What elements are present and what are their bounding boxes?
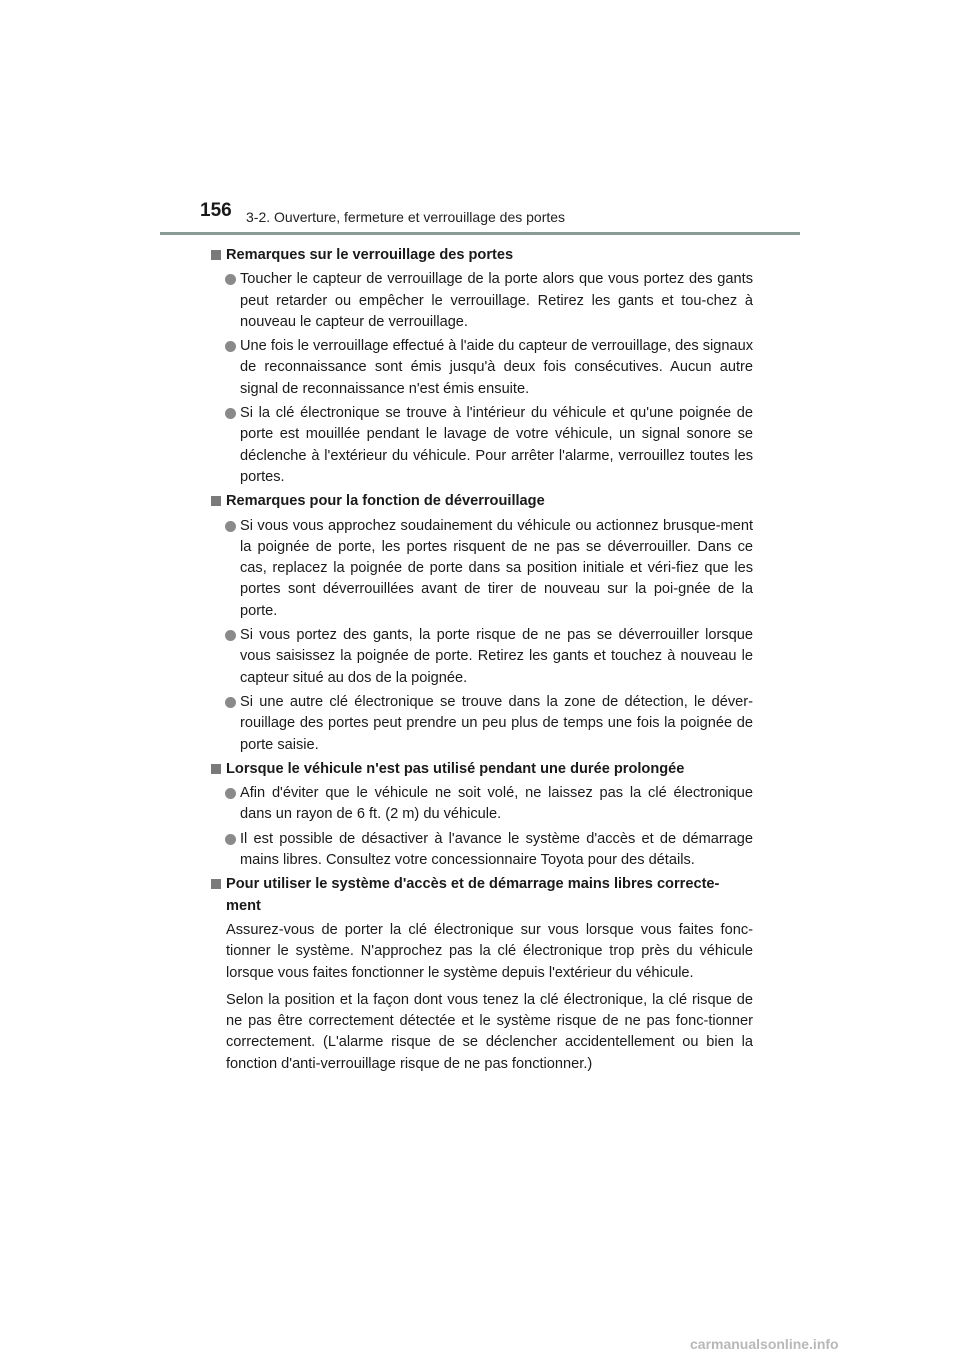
list-item-text: Si vous portez des gants, la porte risque de ne pas se déverrouiller lorsque vous saisissez la poignée de porte. Retirez les gants et touchez à nouveau le capteur situé au dos de la poignée. <box>240 627 753 686</box>
section-unlocking-notes <box>210 491 753 756</box>
section-title-text: Remarques sur le verrouillage des portes <box>226 247 514 263</box>
paragraph: Selon la position et la façon dont vous tenez la clé électronique, la clé risque de ne pas être correctement détectée et le système risque de ne pas fonc-tionner correctement. (L'alarme risque de se déclencher accidentellement ou bien la fonction d'anti-verrouillage risque de ne pas fonctionner.) <box>226 991 753 1072</box>
list-item <box>210 783 753 826</box>
list-item <box>210 625 753 689</box>
section-title <box>210 759 753 780</box>
circle-bullet-icon <box>225 834 236 845</box>
circle-bullet-icon <box>225 341 236 352</box>
square-bullet-icon <box>211 764 221 774</box>
list-item-text: Si la clé électronique se trouve à l'intérieur du véhicule et qu'une poignée de porte est mouillée pendant le lavage de votre véhicule, un signal sonore se déclenche à l'extérieur du véhicule. Pour arrêter l'alarme, verrouillez toutes les portes. <box>240 405 753 485</box>
section-title <box>210 491 753 512</box>
list-item <box>210 269 753 333</box>
page-content <box>210 245 753 1081</box>
list-item-text: Afin d'éviter que le véhicule ne soit volé, ne laissez pas la clé électronique dans un rayon de 6 ft. (2 m) du véhicule. <box>240 785 753 823</box>
square-bullet-icon <box>211 250 221 260</box>
section-long-term-storage <box>210 759 753 871</box>
section-locking-notes <box>210 245 753 488</box>
list-item-text: Si vous vous approchez soudainement du véhicule ou actionnez brusque-ment la poignée de porte, les portes risquent de ne pas se déverrouiller. Dans ce cas, replacez la poignée de porte dans sa position initiale et véri-fiez que les portes sont déverrouillées avant de tirer de nouveau sur la poi-gnée de la porte. <box>240 517 753 619</box>
circle-bullet-icon <box>225 408 236 419</box>
section-title-text: Lorsque le véhicule n'est pas utilisé pendant une durée prolongée <box>226 760 685 777</box>
chapter-title: 3-2. Ouverture, fermeture et verrouillage des portes <box>246 209 566 225</box>
watermark: carmanualsonline.info <box>690 1336 839 1352</box>
section-title-text: Pour utiliser le système d'accès et de démarrage mains libres correcte-ment <box>226 876 720 914</box>
page-header <box>200 200 800 236</box>
list-item <box>210 516 753 622</box>
section-title <box>210 874 753 917</box>
list-item-text: Si une autre clé électronique se trouve dans la zone de détection, le déver-rouillage des portes peut prendre un peu plus de temps une fois la poignée de porte saisie. <box>240 693 753 753</box>
circle-bullet-icon <box>225 274 236 285</box>
list-item-text: Il est possible de désactiver à l'avance le système d'accès et de démarrage mains libres. Consultez votre concessionnaire Toyota pour des détails. <box>240 830 753 869</box>
circle-bullet-icon <box>225 630 236 641</box>
circle-bullet-icon <box>225 697 236 708</box>
list-item <box>210 336 753 400</box>
circle-bullet-icon <box>225 521 236 532</box>
section-title-text: Remarques pour la fonction de déverrouillage <box>226 493 545 510</box>
list-item-text: Toucher le capteur de verrouillage de la porte alors que vous portez des gants peut retarder ou empêcher le verrouillage. Retirez les gants et tou-chez à nouveau le capteur de verrouillage. <box>240 271 753 330</box>
page-number: 156 <box>200 200 232 221</box>
list-item <box>210 829 753 872</box>
header-divider <box>160 232 800 235</box>
list-item <box>210 403 753 488</box>
list-item-text: Une fois le verrouillage effectué à l'aide du capteur de verrouillage, des signaux de reconnaissance sont émis jusqu'à deux fois consécutives. Aucun autre signal de reconnaissance n'est émis ensuite. <box>240 338 753 397</box>
section-correct-use <box>210 874 753 1075</box>
circle-bullet-icon <box>225 788 236 799</box>
section-title <box>210 245 753 266</box>
square-bullet-icon <box>211 496 221 506</box>
square-bullet-icon <box>211 879 221 889</box>
list-item <box>210 692 753 756</box>
paragraph: Assurez-vous de porter la clé électronique sur vous lorsque vous faites fonc-tionner le système. N'approchez pas la clé électronique trop près du véhicule lorsque vous faites fonctionner le système depuis l'extérieur du véhicule. <box>226 921 753 981</box>
